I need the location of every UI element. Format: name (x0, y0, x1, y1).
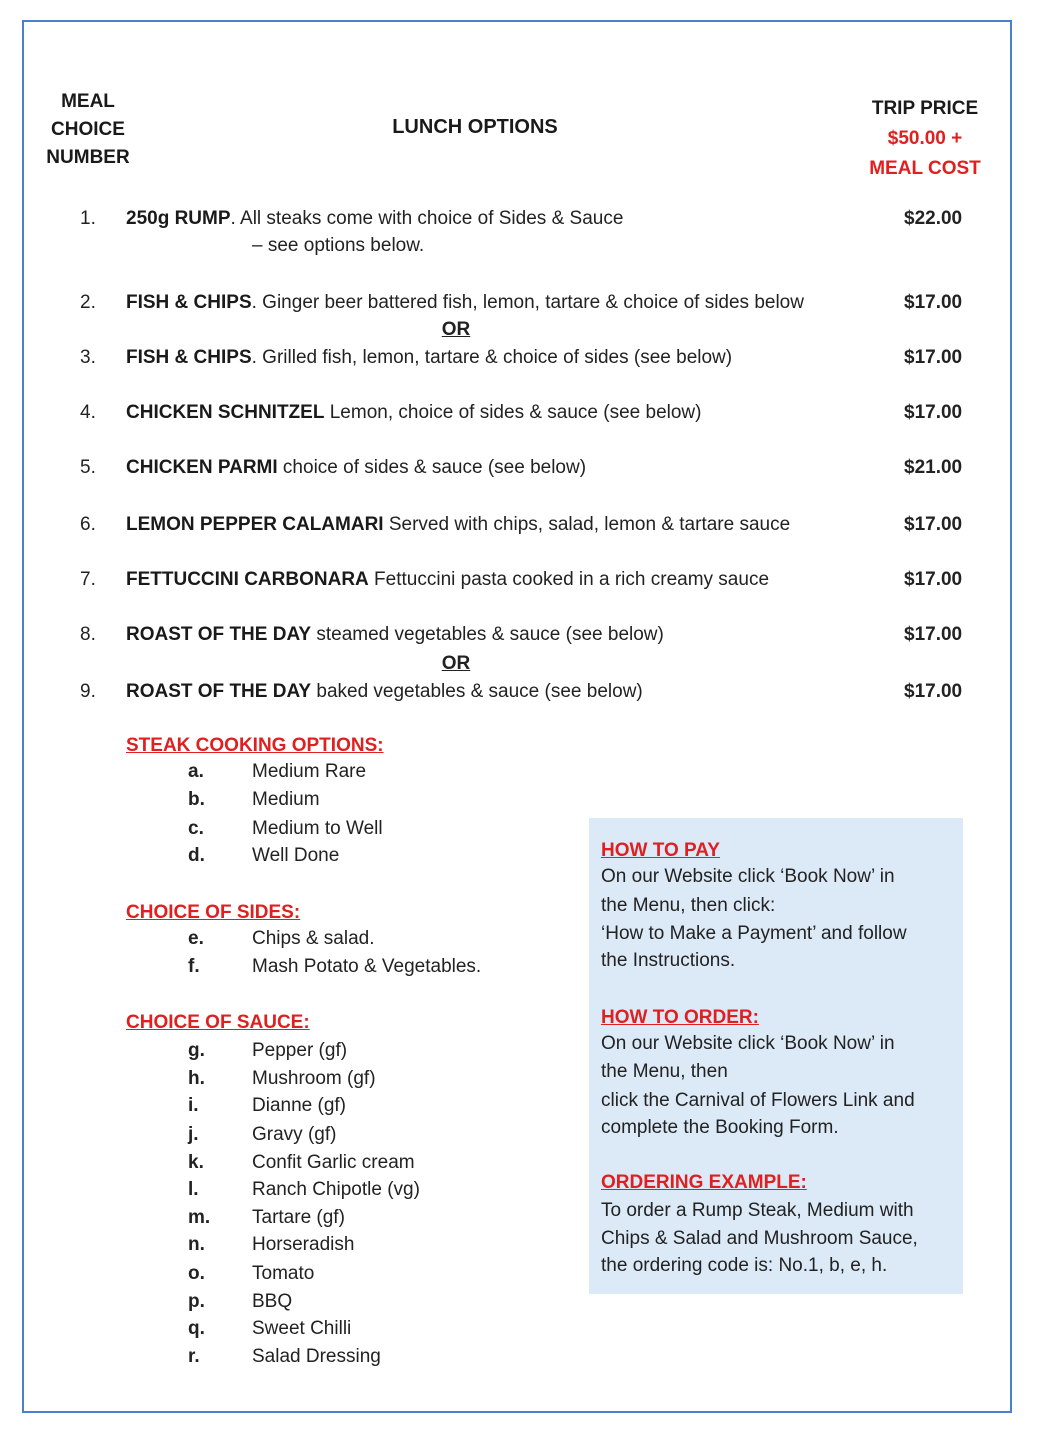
meal-price: $22.00 (904, 208, 963, 229)
meal-header-line: CHOICE (51, 119, 125, 140)
meal-name: CHICKEN SCHNITZEL (126, 402, 325, 423)
or-divider: OR (441, 653, 471, 674)
meal-item (126, 457, 586, 479)
meal-name: ROAST OF THE DAY (126, 624, 312, 645)
option-item (0, 1095, 600, 1123)
option-item (0, 845, 600, 873)
info-line: complete the Booking Form. (601, 1117, 839, 1138)
meal-number: 1. (80, 208, 96, 229)
option-letter: m. (188, 1207, 211, 1228)
meal-header-line: NUMBER (46, 147, 130, 168)
trip-price-label: TRIP PRICE (871, 98, 979, 119)
option-letter: r. (188, 1346, 200, 1367)
meal-item (126, 514, 790, 536)
option-letter: d. (188, 845, 205, 866)
option-item (0, 1179, 600, 1207)
meal-item (126, 624, 664, 646)
option-letter: l. (188, 1179, 199, 1200)
option-letter: k. (188, 1152, 204, 1173)
option-item (0, 1124, 600, 1152)
meal-name: FISH & CHIPS (126, 347, 252, 368)
how-to-order-title: HOW TO ORDER: (601, 1007, 759, 1028)
meal-desc: steamed vegetables & sauce (see below) (311, 624, 664, 645)
option-label: Mash Potato & Vegetables. (252, 956, 482, 977)
option-label: Horseradish (252, 1234, 355, 1255)
info-line: the Menu, then click: (601, 895, 776, 916)
meal-choice-header (40, 88, 136, 172)
meal-desc: Fettuccini pasta cooked in a rich creamy sauce (368, 569, 770, 590)
info-line: On our Website click ‘Book Now’ in (601, 866, 895, 887)
meal-number: 4. (80, 402, 96, 423)
option-letter: g. (188, 1040, 205, 1061)
meal-row (0, 292, 1040, 322)
info-line: the Menu, then (601, 1061, 728, 1082)
option-letter: c. (188, 818, 204, 839)
option-item (0, 956, 600, 984)
info-line: On our Website click ‘Book Now’ in (601, 1033, 895, 1054)
how-to-pay-title: HOW TO PAY (601, 840, 720, 861)
option-label: Medium to Well (252, 818, 383, 839)
meal-row (0, 208, 1040, 238)
option-item (0, 1068, 600, 1096)
option-letter: q. (188, 1318, 205, 1339)
meal-row (0, 569, 1040, 599)
meal-price: $17.00 (904, 514, 963, 535)
meal-header-line: MEAL (61, 91, 115, 112)
meal-price: $17.00 (904, 292, 963, 313)
option-label: Salad Dressing (252, 1346, 381, 1367)
info-line: the ordering code is: No.1, b, e, h. (601, 1255, 888, 1276)
meal-price: $17.00 (904, 569, 963, 590)
info-line: the Instructions. (601, 950, 736, 971)
meal-number: 8. (80, 624, 96, 645)
sides-title: CHOICE OF SIDES: (126, 902, 301, 923)
meal-desc-continued: – see options below. (252, 235, 425, 256)
option-label: Tartare (gf) (252, 1207, 345, 1228)
option-item (0, 1152, 600, 1180)
option-item (0, 789, 600, 817)
or-divider: OR (441, 319, 471, 340)
option-item (0, 1040, 600, 1068)
option-label: BBQ (252, 1291, 293, 1312)
option-label: Chips & salad. (252, 928, 375, 949)
option-letter: h. (188, 1068, 205, 1089)
meal-desc: baked vegetables & sauce (see below) (311, 681, 643, 702)
meal-number: 6. (80, 514, 96, 535)
meal-name: 250g RUMP (126, 208, 231, 229)
info-line: Chips & Salad and Mushroom Sauce, (601, 1228, 918, 1249)
meal-desc: Served with chips, salad, lemon & tartare sauce (383, 514, 791, 535)
meal-price: $21.00 (904, 457, 963, 478)
option-item (0, 1346, 600, 1374)
option-letter: b. (188, 789, 205, 810)
steak-options-title: STEAK COOKING OPTIONS: (126, 735, 384, 756)
option-label: Pepper (gf) (252, 1040, 348, 1061)
meal-number: 9. (80, 681, 96, 702)
sauce-title: CHOICE OF SAUCE: (126, 1012, 310, 1033)
meal-name: FISH & CHIPS (126, 292, 252, 313)
meal-row (0, 514, 1040, 544)
option-item (0, 1291, 600, 1319)
meal-row (0, 347, 1040, 377)
meal-item (126, 292, 804, 314)
meal-number: 3. (80, 347, 96, 368)
meal-item (126, 569, 769, 591)
option-letter: a. (188, 761, 204, 782)
meal-row (0, 457, 1040, 487)
meal-name: LEMON PEPPER CALAMARI (126, 514, 384, 535)
option-label: Tomato (252, 1263, 315, 1284)
meal-row (0, 624, 1040, 654)
meal-name: FETTUCCINI CARBONARA (126, 569, 369, 590)
meal-row (0, 681, 1040, 711)
meal-item (126, 208, 623, 230)
trip-price-amount: $50.00 + (887, 128, 963, 149)
meal-row (0, 402, 1040, 432)
info-line: ‘How to Make a Payment’ and follow (601, 923, 907, 944)
ordering-example-title: ORDERING EXAMPLE: (601, 1172, 807, 1193)
meal-desc: . Ginger beer battered fish, lemon, tartare & choice of sides below (251, 292, 804, 313)
option-item (0, 1207, 600, 1235)
option-letter: p. (188, 1291, 205, 1312)
meal-price: $17.00 (904, 402, 963, 423)
option-letter: o. (188, 1263, 205, 1284)
option-label: Dianne (gf) (252, 1095, 346, 1116)
meal-desc: . Grilled fish, lemon, tartare & choice of sides (see below) (251, 347, 733, 368)
info-line: click the Carnival of Flowers Link and (601, 1090, 915, 1111)
meal-price: $17.00 (904, 347, 963, 368)
option-label: Medium Rare (252, 761, 367, 782)
meal-price: $17.00 (904, 681, 963, 702)
option-label: Confit Garlic cream (252, 1152, 415, 1173)
option-label: Medium (252, 789, 320, 810)
meal-name: CHICKEN PARMI (126, 457, 278, 478)
option-label: Mushroom (gf) (252, 1068, 376, 1089)
meal-cost-label: MEAL COST (869, 158, 981, 179)
option-letter: j. (188, 1124, 199, 1145)
lunch-options-header: LUNCH OPTIONS (392, 116, 558, 138)
meal-number: 2. (80, 292, 96, 313)
meal-desc: choice of sides & sauce (see below) (277, 457, 587, 478)
option-item (0, 1263, 600, 1291)
info-box (589, 818, 963, 1294)
meal-item (126, 402, 701, 424)
option-letter: i. (188, 1095, 199, 1116)
option-label: Well Done (252, 845, 340, 866)
option-label: Sweet Chilli (252, 1318, 352, 1339)
info-line: To order a Rump Steak, Medium with (601, 1200, 914, 1221)
meal-desc: Lemon, choice of sides & sauce (see below) (324, 402, 702, 423)
meal-name: ROAST OF THE DAY (126, 681, 312, 702)
trip-price-header (850, 94, 1000, 184)
meal-number: 5. (80, 457, 96, 478)
option-letter: e. (188, 928, 204, 949)
meal-desc: . All steaks come with choice of Sides & Sauce (230, 208, 624, 229)
option-label: Ranch Chipotle (vg) (252, 1179, 420, 1200)
option-letter: n. (188, 1234, 205, 1255)
option-item (0, 1234, 600, 1262)
meal-number: 7. (80, 569, 96, 590)
option-item (0, 1318, 600, 1346)
meal-item (126, 347, 732, 369)
option-item (0, 928, 600, 956)
option-label: Gravy (gf) (252, 1124, 337, 1145)
option-item (0, 761, 600, 789)
option-letter: f. (188, 956, 200, 977)
option-item (0, 818, 600, 846)
meal-item (126, 681, 643, 703)
meal-price: $17.00 (904, 624, 963, 645)
